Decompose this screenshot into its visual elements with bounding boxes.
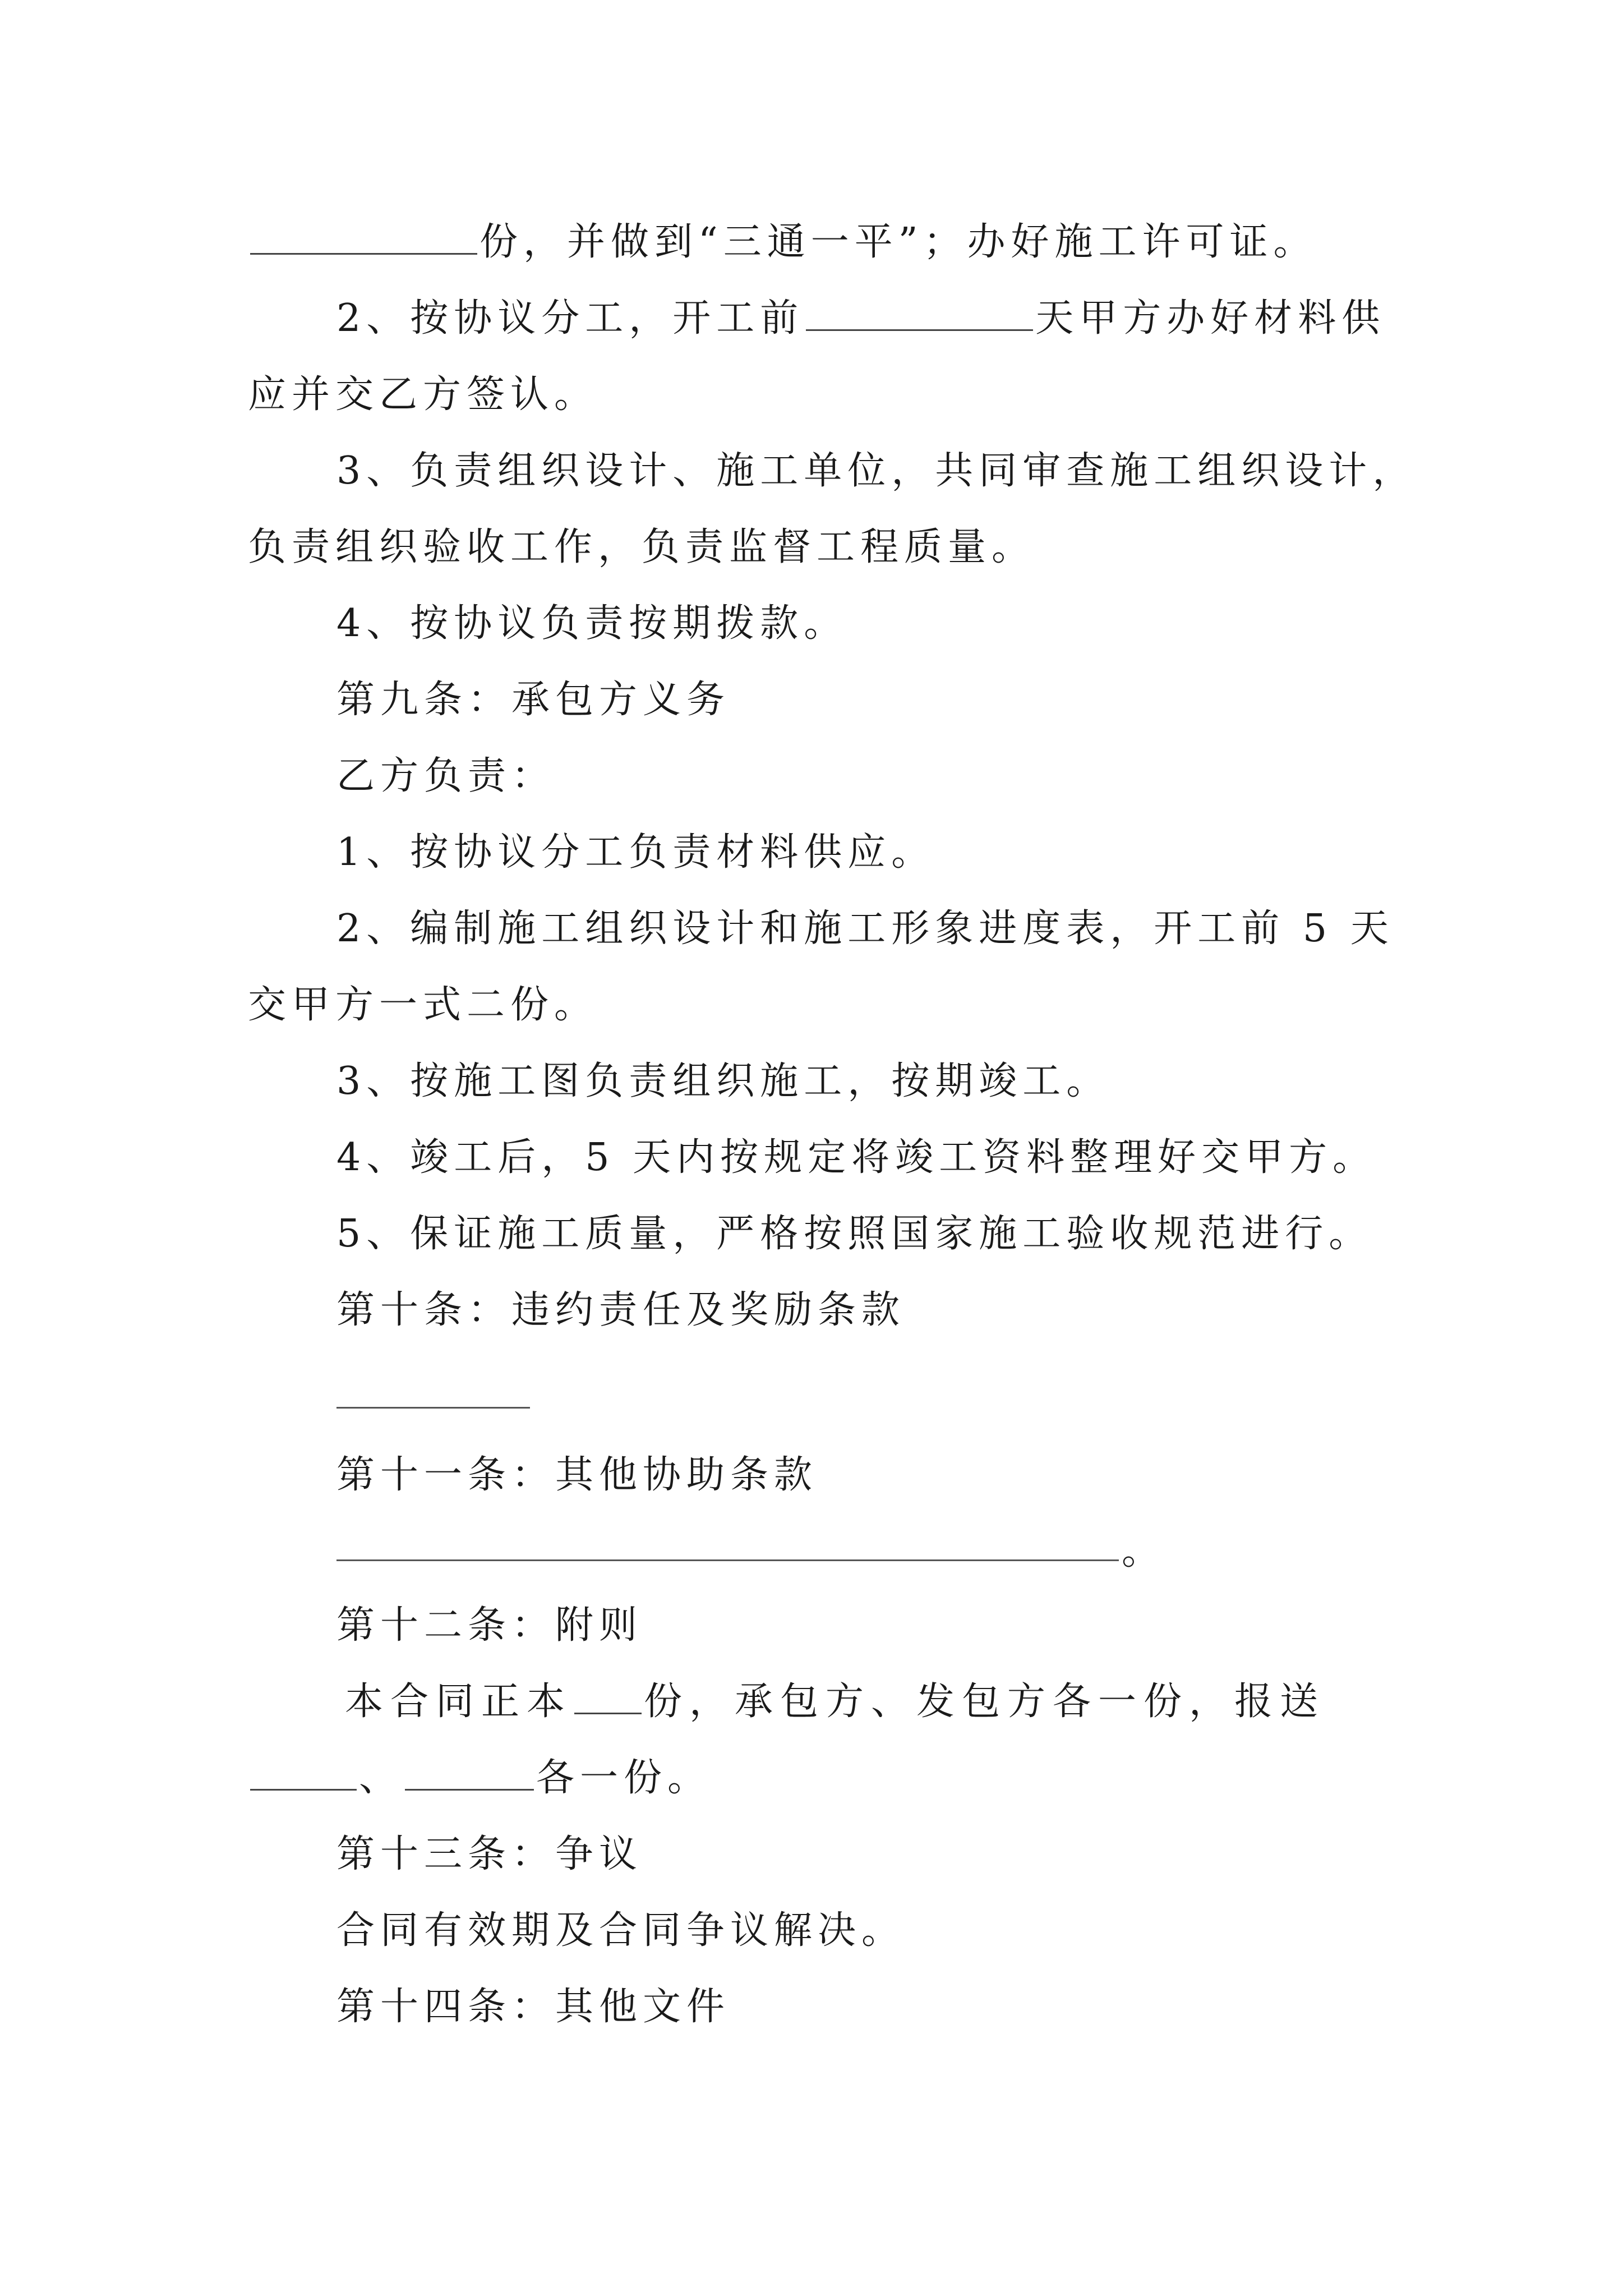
text-segment: 各一份。: [536, 1756, 712, 1800]
fill-in-blank[interactable]: [250, 245, 477, 255]
fill-in-blank[interactable]: [574, 1705, 642, 1714]
text-segment: 1、按协议分工负责材料供应。: [336, 830, 935, 875]
text-segment: 2、按协议分工，开工前: [336, 296, 804, 341]
paragraph-line: [345, 1680, 1478, 1724]
text-segment: 3、负责组织设计、施工单位，共同审查施工组织设计，: [336, 449, 1417, 493]
text-segment: 天甲方办好材料供: [1035, 296, 1386, 341]
fill-in-blank[interactable]: [250, 1781, 357, 1791]
paragraph-line: [248, 220, 1381, 265]
paragraph-line: [336, 1135, 1469, 1180]
paragraph-line: [336, 296, 1469, 341]
heading-text: 第十二条：附则: [336, 1603, 643, 1648]
text-segment: 交甲方一式二份。: [248, 983, 598, 1027]
text-segment: 合同有效期及合同争议解决。: [336, 1908, 906, 1953]
paragraph-line: [336, 449, 1469, 494]
text-segment: 份，承包方、发包方各一份，报送: [644, 1680, 1326, 1724]
paragraph-line: [336, 830, 1469, 875]
section-heading: [336, 1288, 1469, 1333]
paragraph-line: [336, 601, 1469, 646]
heading-text: 第十四条：其他文件: [336, 1985, 731, 2029]
text-segment: 乙方负责：: [336, 754, 556, 798]
paragraph-line: [336, 907, 1469, 951]
section-heading: [336, 1832, 1469, 1877]
heading-text: 第九条：承包方义务: [336, 678, 731, 722]
text-segment: 4、按协议负责按期拨款。: [336, 601, 848, 646]
text-segment: 、: [359, 1756, 403, 1800]
paragraph-line: [1122, 1529, 1178, 1574]
fill-in-blank[interactable]: [336, 1407, 530, 1409]
text-segment: 负责组织验收工作，负责监督工程质量。: [248, 525, 1036, 569]
paragraph-line: [248, 1756, 1381, 1801]
text-segment: 3、按施工图负责组织施工，按期竣工。: [336, 1059, 1110, 1103]
heading-text: 第十一条：其他协助条款: [336, 1453, 818, 1497]
text-segment: 份，并做到“三通一平”；办好施工许可证。: [479, 220, 1317, 264]
fill-in-blank[interactable]: [336, 1559, 1119, 1561]
paragraph-line: [336, 1908, 1469, 1953]
paragraph-line: [248, 525, 1381, 570]
section-heading: [336, 678, 1469, 723]
text-segment: 应并交乙方签认。: [248, 372, 598, 417]
section-heading: [336, 1985, 1469, 2030]
paragraph-line: [336, 754, 1469, 799]
paragraph-line: [248, 983, 1381, 1028]
heading-text: 第十条：违约责任及奖励条款: [336, 1288, 906, 1332]
fill-in-blank[interactable]: [405, 1781, 534, 1791]
text-segment: 5、保证施工质量，严格按照国家施工验收规范进行。: [336, 1212, 1373, 1256]
paragraph-line: [336, 1212, 1469, 1257]
text-segment: 4、竣工后，5 天内按规定将竣工资料整理好交甲方。: [336, 1135, 1377, 1180]
fill-in-blank[interactable]: [806, 321, 1033, 331]
text-segment: 本合同正本: [345, 1680, 573, 1724]
paragraph-line: [336, 1059, 1469, 1104]
section-heading: [336, 1453, 1469, 1498]
paragraph-line: [248, 372, 1381, 417]
section-heading: [336, 1603, 1469, 1648]
text-segment: 。: [1122, 1529, 1166, 1573]
text-segment: 2、编制施工组织设计和施工形象进度表，开工前 5 天: [336, 907, 1394, 951]
heading-text: 第十三条：争议: [336, 1832, 643, 1876]
